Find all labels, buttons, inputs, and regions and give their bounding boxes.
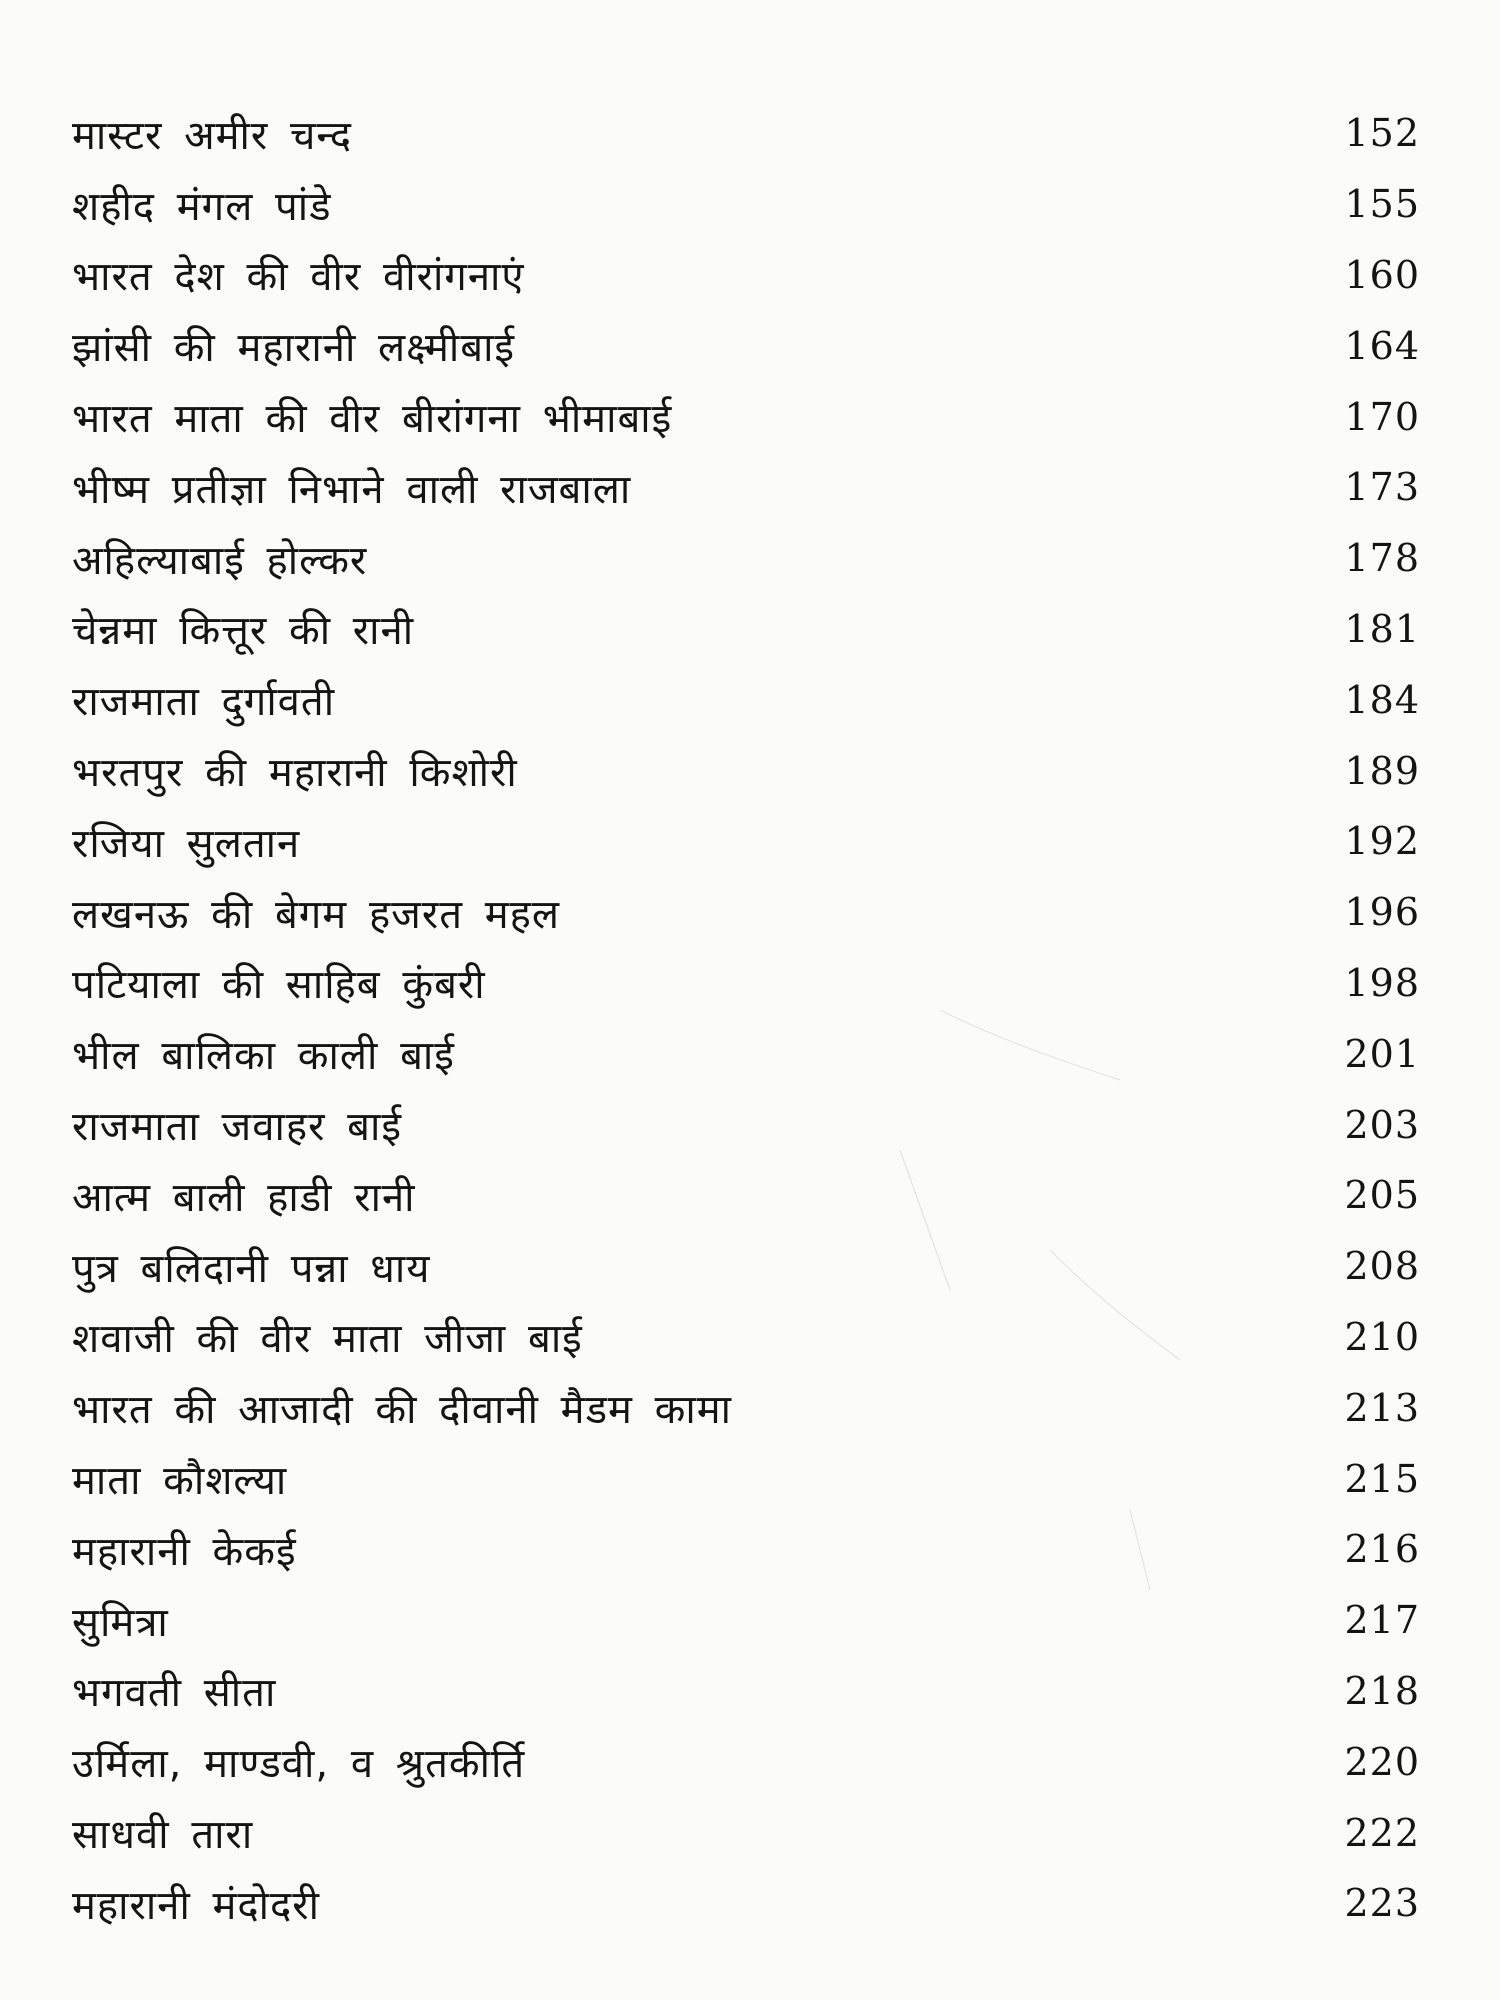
toc-entry-page: 217 <box>1344 1598 1420 1643</box>
toc-entry-title: भारत देश की वीर वीरांगनाएं <box>72 254 525 301</box>
toc-entry <box>72 1585 1420 1656</box>
toc-entry-title: महारानी मंदोदरी <box>72 1882 320 1929</box>
toc-entry-page: 222 <box>1344 1810 1420 1855</box>
toc-entry <box>72 240 1420 311</box>
toc-entry-page: 178 <box>1344 536 1420 581</box>
toc-entry-title: लखनऊ की बेगम हजरत महल <box>72 891 561 938</box>
toc-entry-title: भील बालिका काली बाई <box>72 1033 455 1080</box>
toc-entry-title: राजमाता जवाहर बाई <box>72 1104 402 1151</box>
toc-entry <box>72 594 1420 665</box>
toc-entry-title: साधवी तारा <box>72 1812 254 1859</box>
toc-entry-page: 152 <box>1344 111 1420 156</box>
toc-entry-page: 192 <box>1344 819 1420 864</box>
toc-entry-page: 160 <box>1344 252 1420 297</box>
toc-entry <box>72 310 1420 381</box>
toc-entry <box>72 169 1420 240</box>
toc-entry <box>72 523 1420 594</box>
toc-entry-title: माता कौशल्या <box>72 1458 288 1505</box>
toc-entry <box>72 806 1420 877</box>
toc-entry <box>72 1868 1420 1939</box>
toc-entry <box>72 1089 1420 1160</box>
toc-entry <box>72 1372 1420 1443</box>
toc-entry-title: अहिल्याबाई होल्कर <box>72 537 368 584</box>
toc-entry-page: 184 <box>1344 677 1420 722</box>
toc-entry-page: 205 <box>1344 1173 1420 1218</box>
toc-entry <box>72 948 1420 1019</box>
toc-entry-page: 189 <box>1344 748 1420 793</box>
toc-entry <box>72 664 1420 735</box>
table-of-contents <box>72 98 1420 1939</box>
toc-entry-title: मास्टर अमीर चन्द <box>72 112 352 159</box>
toc-entry-title: पटियाला की साहिब कुंबरी <box>72 962 486 1009</box>
toc-entry <box>72 1160 1420 1231</box>
toc-entry <box>72 735 1420 806</box>
toc-entry-page: 210 <box>1344 1314 1420 1359</box>
toc-entry-title: सुमित्रा <box>72 1599 169 1646</box>
toc-entry-page: 181 <box>1344 606 1420 651</box>
toc-entry-page: 220 <box>1344 1739 1420 1784</box>
toc-entry-page: 155 <box>1344 182 1420 227</box>
toc-entry-title: रजिया सुलतान <box>72 820 301 867</box>
toc-entry-title: झांसी की महारानी लक्ष्मीबाई <box>72 325 516 372</box>
toc-entry <box>72 452 1420 523</box>
toc-entry-page: 198 <box>1344 960 1420 1005</box>
toc-entry <box>72 877 1420 948</box>
toc-entry <box>72 1443 1420 1514</box>
toc-entry <box>72 1656 1420 1727</box>
toc-entry-title: शहीद मंगल पांडे <box>72 183 332 230</box>
toc-entry-page: 203 <box>1344 1102 1420 1147</box>
toc-entry <box>72 1726 1420 1797</box>
toc-entry-page: 201 <box>1344 1031 1420 1076</box>
toc-entry <box>72 1797 1420 1868</box>
toc-entry-title: आत्म बाली हाडी रानी <box>72 1174 416 1221</box>
toc-entry-page: 170 <box>1344 394 1420 439</box>
toc-entry-title: शवाजी की वीर माता जीजा बाई <box>72 1316 583 1363</box>
toc-entry-title: भरतपुर की महारानी किशोरी <box>72 750 518 797</box>
toc-entry-page: 164 <box>1344 323 1420 368</box>
toc-entry-page: 218 <box>1344 1668 1420 1713</box>
toc-entry-title: भीष्म प्रतीज्ञा निभाने वाली राजबाला <box>72 466 632 513</box>
toc-entry-title: भारत माता की वीर बीरांगना भीमाबाई <box>72 396 673 443</box>
toc-entry-page: 216 <box>1344 1527 1420 1572</box>
toc-entry <box>72 1231 1420 1302</box>
toc-entry-page: 208 <box>1344 1244 1420 1289</box>
toc-entry <box>72 1018 1420 1089</box>
toc-entry <box>72 98 1420 169</box>
toc-entry-page: 213 <box>1344 1385 1420 1430</box>
toc-entry <box>72 381 1420 452</box>
toc-entry-page: 196 <box>1344 890 1420 935</box>
toc-entry-page: 215 <box>1344 1456 1420 1501</box>
toc-entry-page: 173 <box>1344 465 1420 510</box>
toc-entry-title: उर्मिला, माण्डवी, व श्रुतकीर्ति <box>72 1741 526 1788</box>
toc-entry-title: राजमाता दुर्गावती <box>72 679 336 726</box>
toc-entry <box>72 1302 1420 1373</box>
toc-entry-title: चेन्नमा कित्तूर की रानी <box>72 608 415 655</box>
toc-entry-page: 223 <box>1344 1881 1420 1926</box>
toc-entry <box>72 1514 1420 1585</box>
toc-entry-title: पुत्र बलिदानी पन्ना धाय <box>72 1245 431 1292</box>
toc-entry-title: भगवती सीता <box>72 1670 277 1717</box>
toc-entry-title: महारानी केकई <box>72 1528 297 1575</box>
toc-entry-title: भारत की आजादी की दीवानी मैडम कामा <box>72 1387 732 1434</box>
